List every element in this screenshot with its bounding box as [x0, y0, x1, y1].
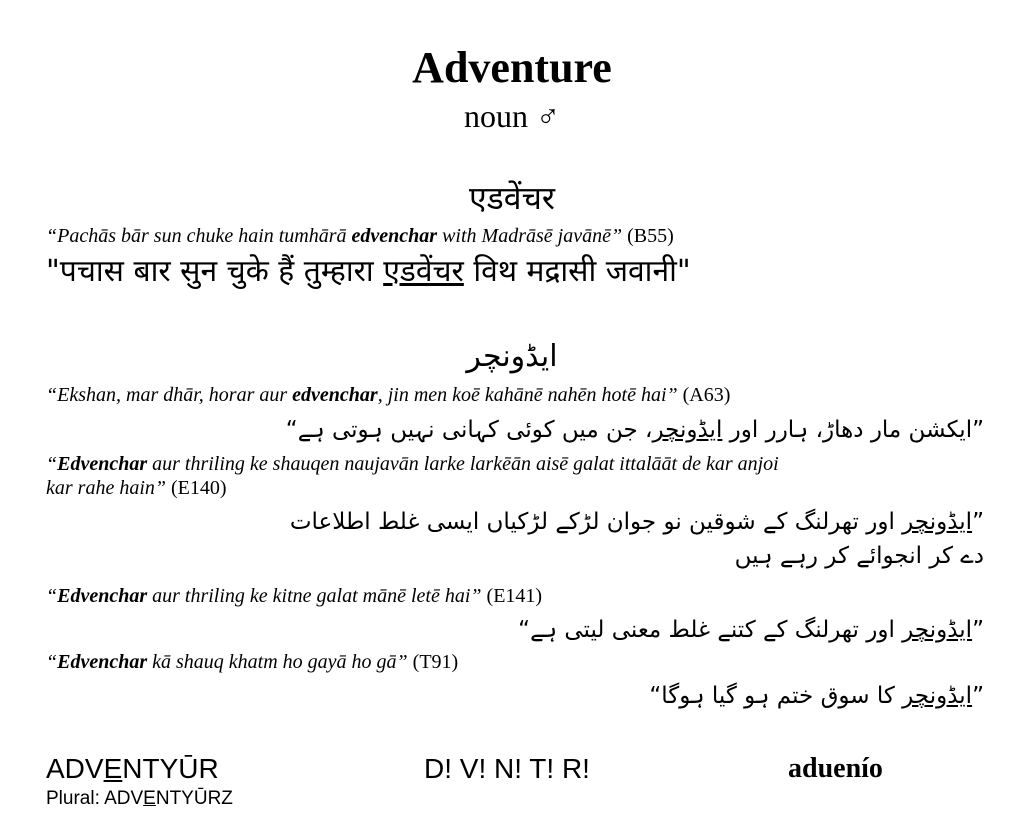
hindi-quote-1: "पचास बार सुन चुके हैं तुम्हारा एडवेंचर विथ मद्रासी जवानी" — [46, 254, 691, 289]
urdu-translit-2: “Edvenchar aur thriling ke shauqen naujavān larke larkēān aisē galat ittalāāt de kar anjoi — [46, 453, 779, 475]
gothic-spelling: aduenío — [788, 753, 883, 784]
urdu-headword: ایڈونچر — [466, 339, 558, 374]
urdu-quote-4: ”ایڈونچر کا سوق ختم ہو گیا ہوگا“ — [649, 683, 984, 709]
hindi-headword: एडवेंचर — [468, 179, 556, 217]
urdu-quote-2: ”ایڈونچر اور تھرلنگ کے شوقین نو جوان لڑکے لڑکیاں ایسی غلط اطلاعات — [289, 509, 984, 535]
separated-spelling: D! V! N! T! R! — [424, 753, 590, 784]
hindi-translit-1: “Pachās bār sun chuke hain tumhārā edvenchar with Madrāsē javānē” (B55) — [46, 225, 674, 247]
plural-form: Plural: ADVENTYŪRZ — [46, 788, 233, 809]
part-of-speech — [0, 96, 1024, 136]
urdu-quote-1: ”ایکشن مار دھاڑ، ہارر اور ایڈونچر، جن میں کوئی کہانی نہیں ہوتی ہے“ — [285, 417, 984, 443]
male-gender-icon: ♂ — [536, 98, 560, 134]
pronunciation-word: ADVENTYŪR — [46, 753, 219, 784]
pos-label: noun — [464, 98, 528, 134]
entry-title: Adventure — [412, 43, 612, 92]
urdu-translit-4: “Edvenchar kā shauq khatm ho gayā ho gā” (T91) — [46, 651, 459, 673]
urdu-quote-3: ”ایڈونچر اور تھرلنگ کے کتنے غلط معنی لیتی ہے“ — [518, 617, 984, 643]
urdu-quote-2-line2: دے کر انجوائے کر رہے ہیں — [734, 543, 984, 569]
urdu-translit-1: “Ekshan, mar dhār, horar aur edvenchar, jin men koē kahānē nahēn hotē hai” (A63) — [46, 384, 731, 406]
urdu-translit-2-line2: kar rahe hain” (E140) — [46, 477, 227, 499]
urdu-translit-3: “Edvenchar aur thriling ke kitne galat mānē letē hai” (E141) — [46, 585, 543, 607]
